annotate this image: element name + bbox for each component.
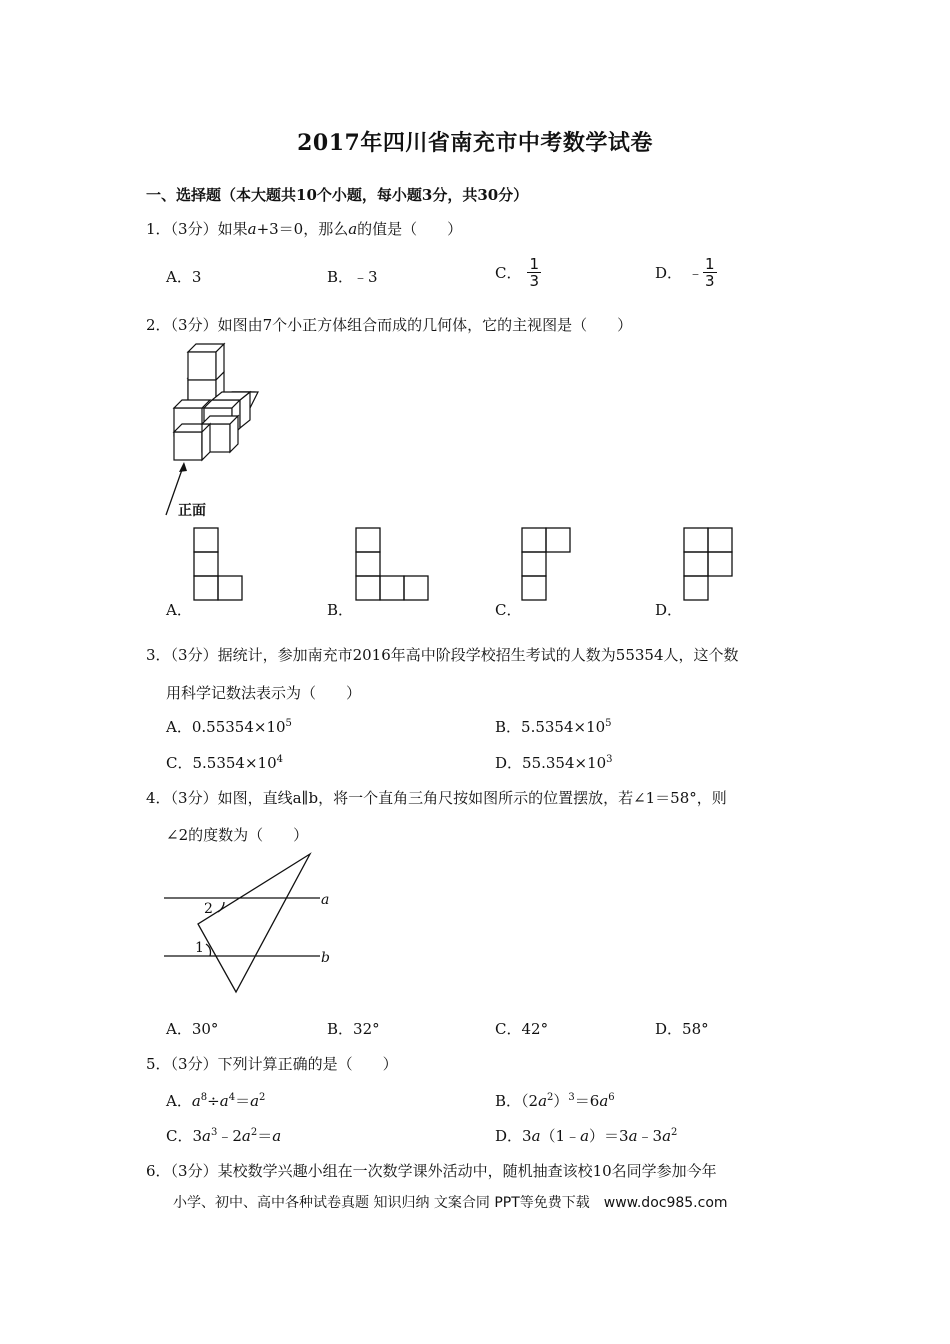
option-c [495, 1018, 548, 1039]
option-d [655, 256, 717, 289]
question-text: 某校数学兴趣小组在一次数学课外活动中，随机抽查该校10名同学参加今年 [217, 1162, 717, 1180]
option-a: A．$a^8\div a^4=a^2$ [166, 1092, 266, 1110]
option-text: 5.5354×10 [521, 718, 606, 736]
option-b [495, 716, 612, 737]
option-text: ﹣3 [353, 268, 378, 286]
fraction-numerator: 1 [705, 255, 715, 273]
fraction [527, 256, 541, 289]
option-a-key: A． [166, 601, 192, 619]
option-b: B．$(2a^2)^3=6a^6$ [495, 1092, 615, 1110]
question-score: （3分） [170, 316, 218, 334]
option-b [327, 1018, 380, 1039]
option-text: 55.354×10 [522, 754, 607, 772]
option-b-key: B． [327, 601, 354, 619]
option-d-figure [683, 527, 733, 601]
option-key: D． [655, 264, 683, 282]
option-a [166, 1018, 218, 1039]
question-score: （3分） [170, 1055, 218, 1073]
option-key: A． [166, 268, 192, 286]
question-text: 据统计，参加南充市2016年高中阶段学校招生考试的人数为55354人，这个数 [217, 646, 739, 664]
option-key: A． [166, 718, 192, 736]
question-text: 如果 [217, 220, 248, 238]
exponent: 4 [276, 754, 283, 765]
fraction-denominator: 3 [705, 272, 715, 290]
cube-solid-figure [160, 340, 270, 525]
question-number: 6． [146, 1162, 171, 1180]
option-text: 5.5354×10 [192, 754, 277, 772]
question-number: 2． [146, 316, 171, 334]
option-key: A． [166, 1092, 192, 1110]
option-d [495, 752, 613, 773]
fraction-denominator: 3 [529, 272, 540, 290]
option-a-figure [193, 527, 243, 601]
option-key: D． [495, 754, 523, 772]
question-text: 如图由7个小正方体组合而成的几何体，它的主视图是（ ） [217, 316, 633, 334]
option-key: B． [327, 1020, 354, 1038]
option-text: 30° [191, 1020, 219, 1038]
option-text: 0.55354×10 [191, 718, 286, 736]
angle-1-label: 1 [195, 940, 204, 956]
question-score: （3分） [170, 220, 218, 238]
option-key: C． [495, 1020, 522, 1038]
option-key: D． [655, 1020, 683, 1038]
question-score: （3分） [170, 1162, 218, 1180]
option-text: 58° [682, 1020, 709, 1038]
option-key: B． [495, 1092, 522, 1110]
option-c: C．$3a^3﹣2a^2=a$ [166, 1127, 282, 1145]
option-key: C． [495, 264, 522, 282]
exponent: 3 [606, 754, 613, 765]
option-key: B． [495, 718, 522, 736]
option-c-figure [521, 527, 571, 601]
question-text: 下列计算正确的是（ ） [217, 1055, 398, 1073]
page-title: 2017年四川省南充市中考数学试卷 [297, 130, 653, 156]
option-key: A． [166, 1020, 192, 1038]
option-a [166, 716, 292, 737]
question-4-stem-line1 [146, 787, 727, 808]
option-text: 42° [521, 1020, 549, 1038]
question-number: 1． [146, 220, 171, 238]
question-score: （3分） [170, 789, 218, 807]
option-a [166, 266, 201, 287]
option-d: D．$3a(1﹣a)=3a﹣3a^2$ [495, 1127, 678, 1145]
parallel-lines-triangle-figure [160, 850, 350, 1000]
question-text: 如图，直线a∥b，将一个直角三角尺按如图所示的位置摆放，若∠1＝58°，则 [217, 789, 727, 807]
question-5-stem [146, 1053, 398, 1074]
option-c-key: C． [495, 601, 522, 619]
exponent: 5 [605, 718, 612, 729]
question-score: （3分） [170, 646, 218, 664]
angle-2-label: 2 [204, 901, 213, 917]
option-key: C． [166, 754, 193, 772]
question-2-stem [146, 314, 632, 335]
line-a-label: a [321, 892, 330, 908]
option-b-figure [355, 527, 429, 601]
variable: a [348, 220, 358, 238]
question-number: 5． [146, 1055, 171, 1073]
question-1-stem [146, 218, 462, 239]
front-view-label: 正面 [178, 503, 206, 519]
line-b-label: b [321, 950, 330, 966]
question-4-stem-line2: ∠2的度数为（ ） [166, 826, 309, 844]
question-text: 的值是（ ） [357, 220, 463, 238]
section-heading: 一、选择题（本大题共10个小题，每小题3分，共30分） [146, 186, 529, 204]
minus-sign: ﹣ [688, 264, 704, 282]
option-c [495, 256, 541, 289]
question-number: 3． [146, 646, 171, 664]
option-key: C． [166, 1127, 193, 1145]
option-b [327, 266, 378, 287]
question-number: 4． [146, 789, 171, 807]
question-text: +3＝0，那么 [256, 220, 349, 238]
question-6-stem [146, 1160, 717, 1181]
fraction-numerator: 1 [529, 255, 540, 273]
fraction [703, 256, 717, 289]
option-text: 3 [191, 268, 202, 286]
option-c [166, 752, 283, 773]
option-d [655, 1018, 709, 1039]
variable: a [247, 220, 257, 238]
option-key: D． [495, 1127, 523, 1145]
exponent: 5 [285, 718, 292, 729]
question-3-stem-line1 [146, 644, 739, 665]
option-key: B． [327, 268, 354, 286]
option-d-key: D． [655, 601, 683, 619]
question-3-stem-line2: 用科学记数法表示为（ ） [166, 684, 362, 702]
footer-ad-link[interactable]: 小学、初中、高中各种试卷真题 知识归纳 文案合同 PPT等免费下载 www.doc985.com [173, 1195, 728, 1211]
option-text: 32° [353, 1020, 380, 1038]
